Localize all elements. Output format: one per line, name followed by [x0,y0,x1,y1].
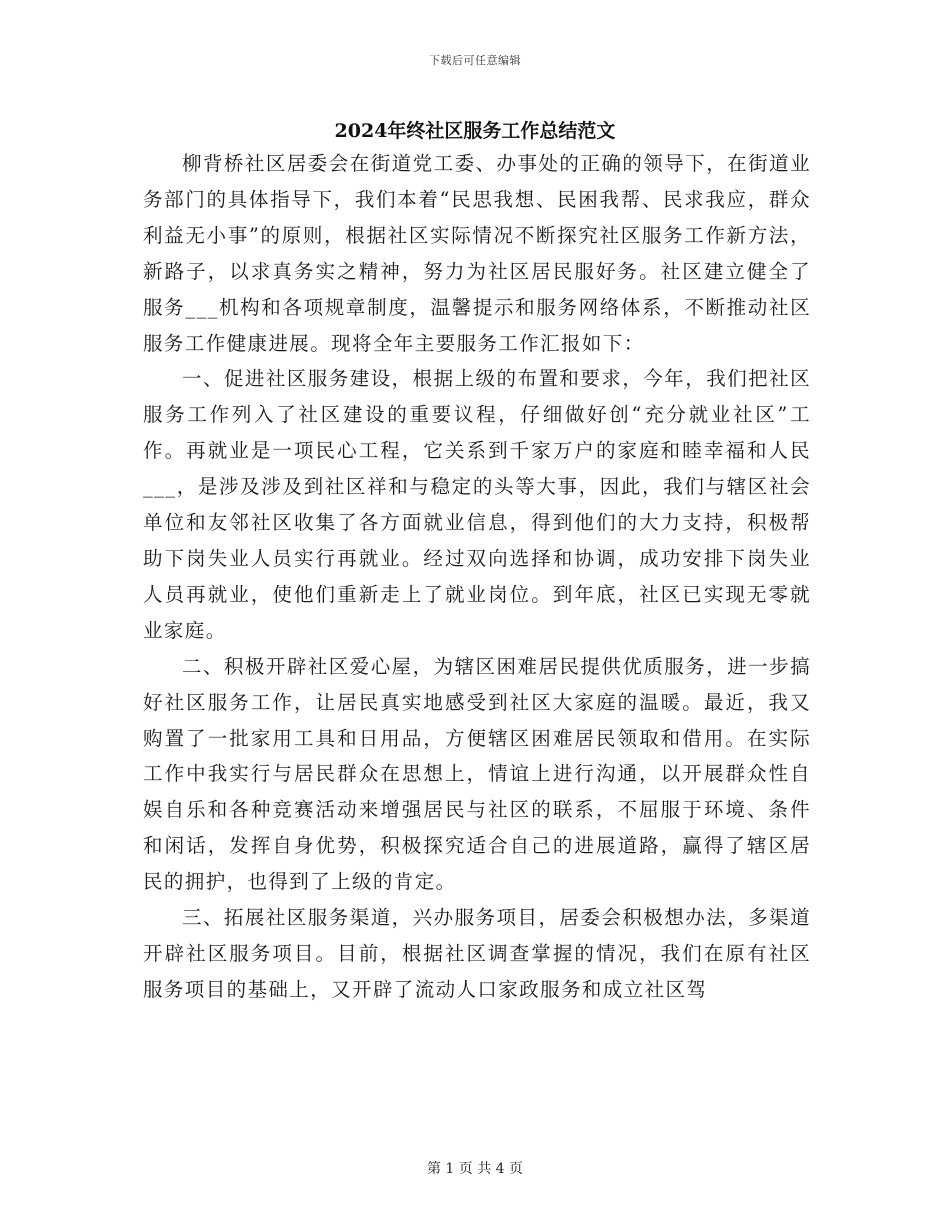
body-paragraph-1: 一、促进社区服务建设，根据上级的布置和要求，今年，我们把社区服务工作列入了社区建设的重要议程，仔细做好创“充分就业社区”工作。再就业是一项民心工程，它关系到千家万户的家庭和睦幸福和人民___，是涉及涉及到社区祥和与稳定的头等大事，因此，我们与辖区社会单位和友邻社区收集了各方面就业信息，得到他们的大力支持，积极帮助下岗失业人员实行再就业。经过双向选择和协调，成功安排下岗失业人员再就业，使他们重新走上了就业岗位。到年底，社区已实现无零就业家庭。 [143,367,811,642]
body-paragraph-2: 二、积极开辟社区爱心屋，为辖区困难居民提供优质服务，进一步搞好社区服务工作，让居民真实地感受到社区大家庭的温暖。最近，我又购置了一批家用工具和日用品，方便辖区困难居民领取和借用。在实际工作中我实行与居民群众在思想上，情谊上进行沟通，以开展群众性自娱自乐和各种竞赛活动来增强居民与社区的联系，不屈服于环境、条件和闲话，发挥自身优势，积极探究适合自己的进展道路，赢得了辖区居民的拥护，也得到了上级的肯定。 [143,654,811,894]
document-title: 2024年终社区服务工作总结范文 [334,120,616,142]
document-body [143,146,811,1008]
body-paragraph-intro: 柳背桥社区居委会在街道党工委、办事处的正确的领导下，在街道业务部门的具体指导下，我们本着“民思我想、民困我帮、民求我应，群众利益无小事”的原则，根据社区实际情况不断探究社区服务工作新方法，新路子，以求真务实之精神，努力为社区居民服好务。社区建立健全了服务___机构和各项规章制度，温馨提示和服务网络体系，不断推动社区服务工作健康进展。现将全年主要服务工作汇报如下： [143,152,811,355]
page-number-footer: 第 1 页 共 4 页 [426,1161,524,1177]
page-header-note: 下载后可任意编辑 [429,54,521,67]
body-paragraph-3: 三、拓展社区服务渠道，兴办服务项目，居委会积极想办法，多渠道开辟社区服务项目。目前，根据社区调查掌握的情况，我们在原有社区服务项目的基础上，又开辟了流动人口家政服务和成立社区驾 [143,906,811,1001]
